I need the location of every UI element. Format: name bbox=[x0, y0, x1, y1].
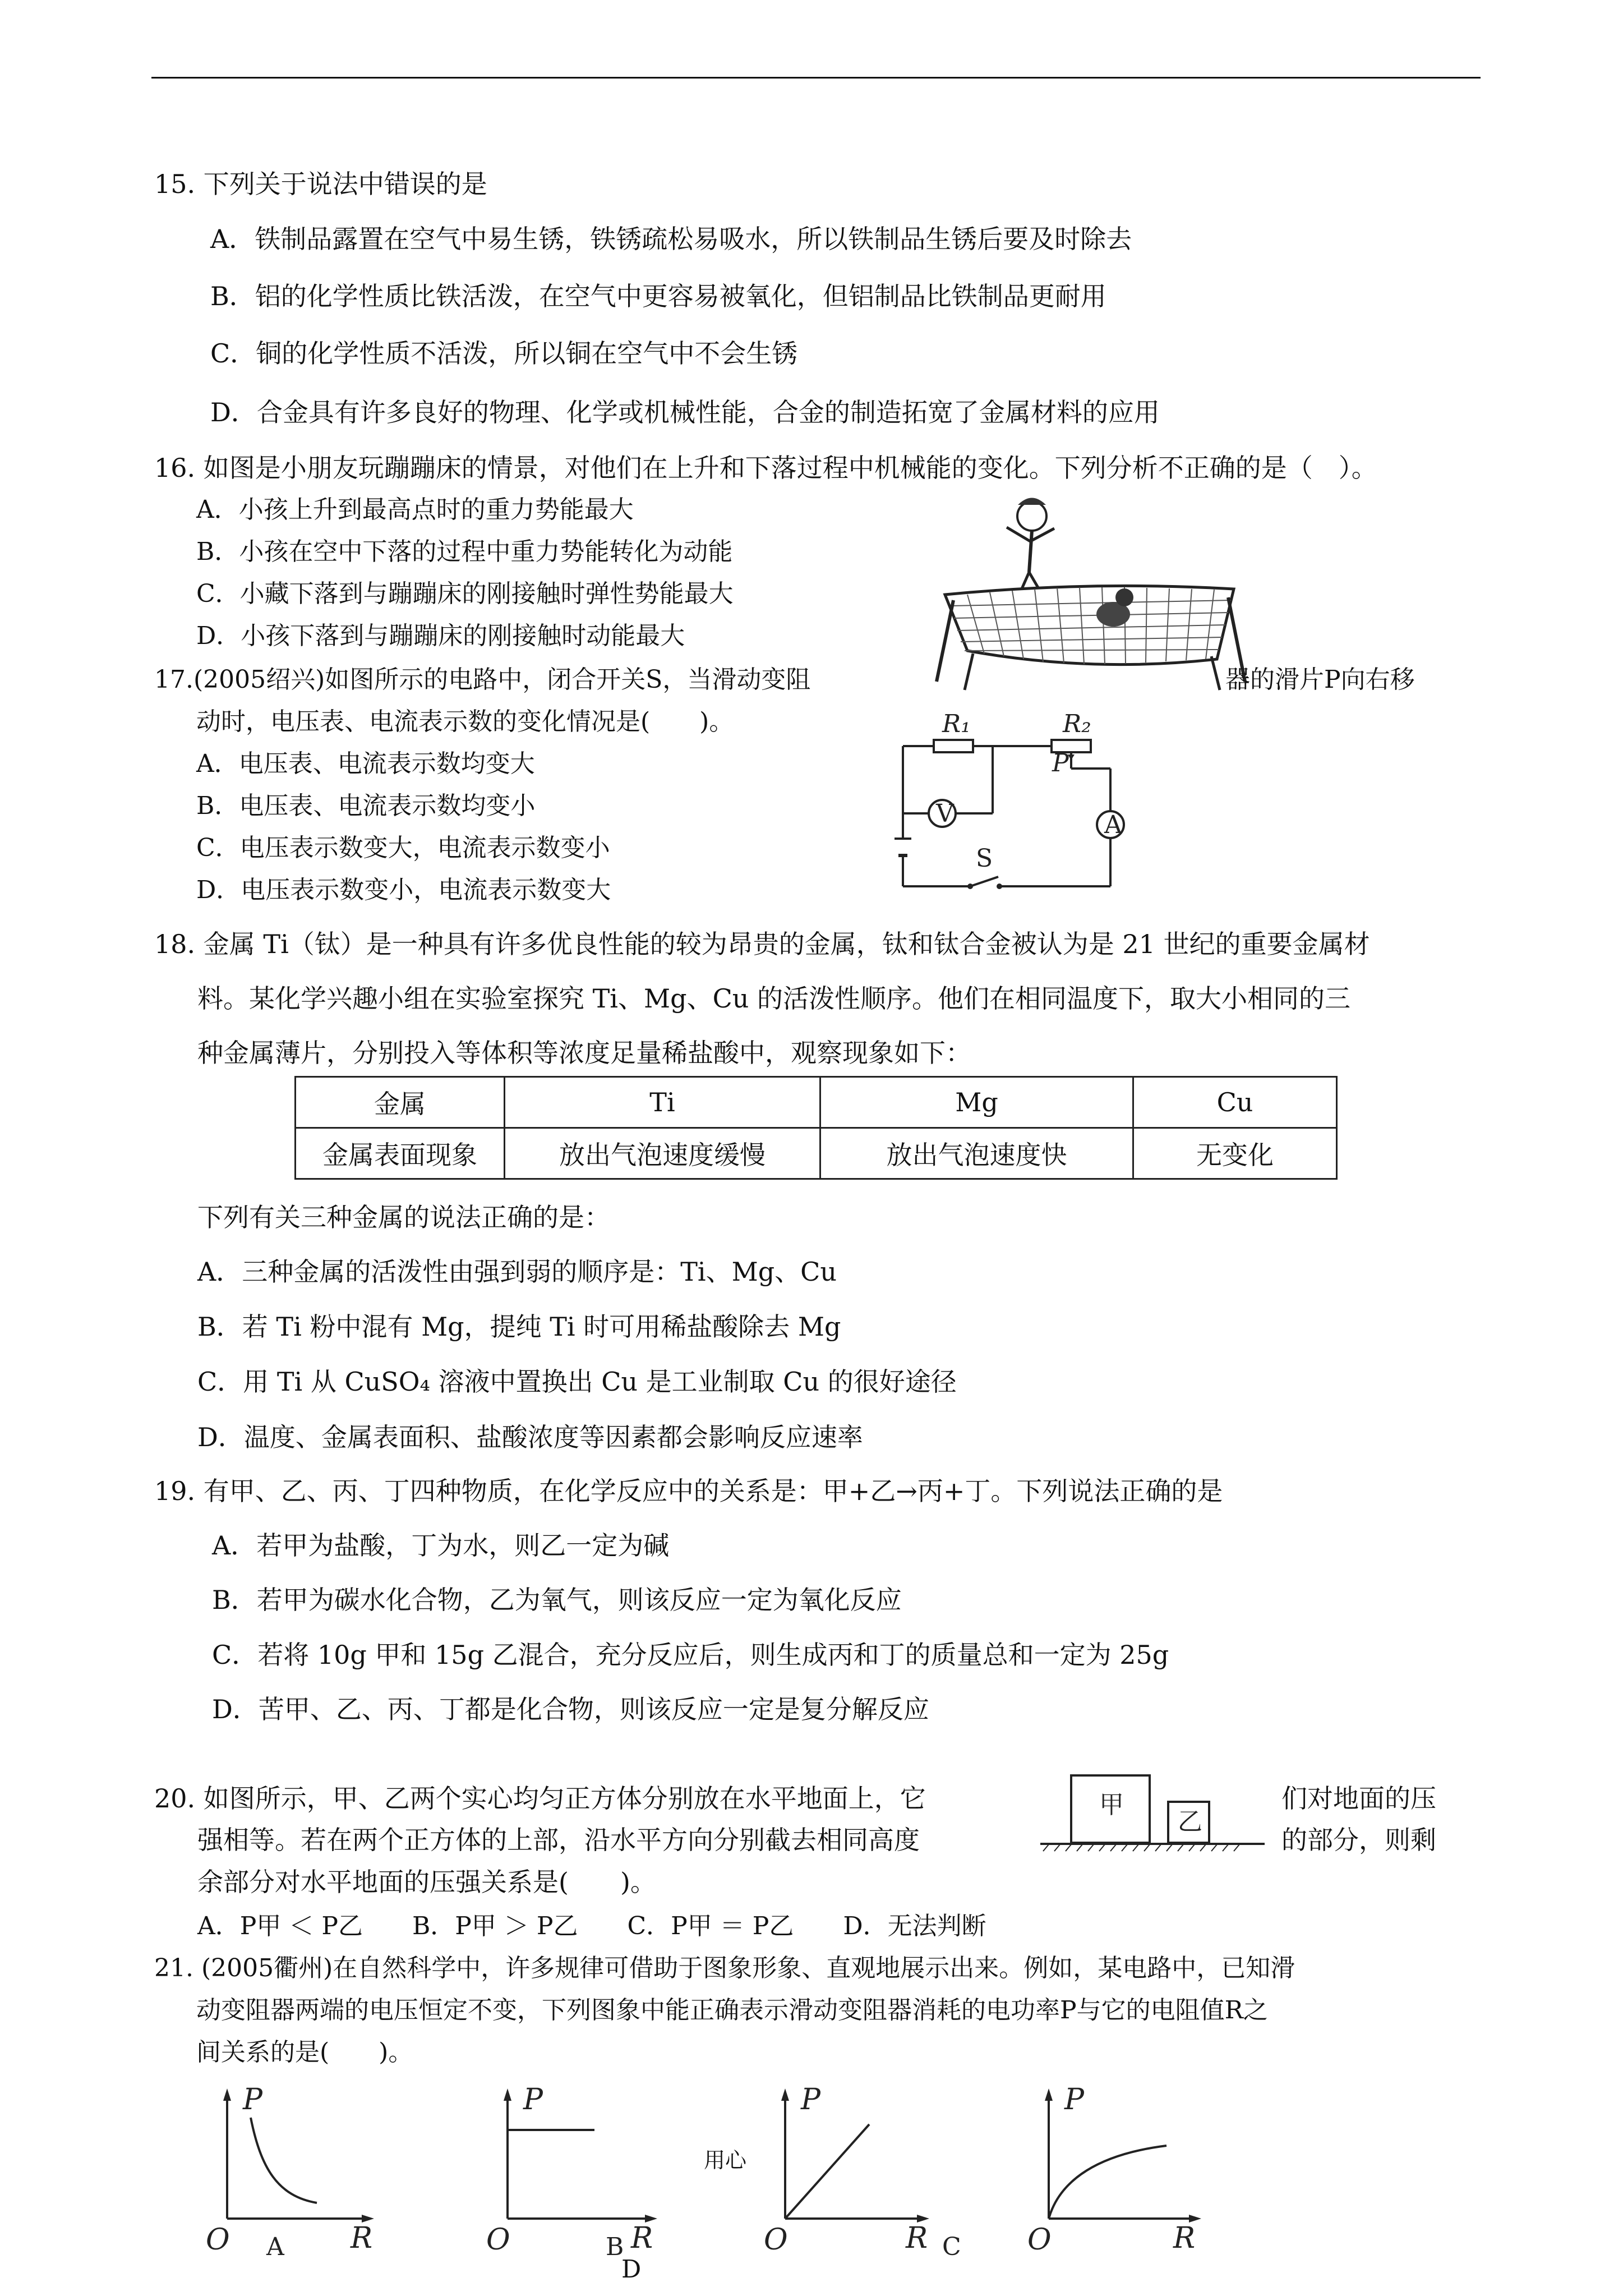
svg-text:O: O bbox=[1027, 2223, 1052, 2257]
q18-option-a: A．三种金属的活泼性由强到弱的顺序是：Ti、Mg、Cu bbox=[197, 1257, 837, 1287]
cubes-figure bbox=[1040, 1773, 1265, 1857]
q20-options: A．P甲 ＜ P乙 B．P甲 ＞ P乙 C．P甲 ＝ P乙 D．无法判断 bbox=[197, 1912, 986, 1940]
table-cell: 无变化 bbox=[1133, 1128, 1337, 1179]
svg-text:R: R bbox=[1173, 2221, 1196, 2255]
q21-line2: 动变阻器两端的电压恒定不变，下列图象中能正确表示滑动变阻器消耗的电功率P与它的电阻值R之 bbox=[196, 1996, 1268, 2024]
q21-line1: 21. (2005衢州)在自然科学中，许多规律可借助于图象形象、直观地展示出来。例如，某电路中，已知滑 bbox=[154, 1954, 1295, 1982]
q20-line3: 余部分对水平地面的压强关系是( )。 bbox=[197, 1867, 656, 1897]
svg-text:R: R bbox=[351, 2221, 373, 2255]
svg-text:乙: 乙 bbox=[1178, 1807, 1202, 1836]
svg-text:C: C bbox=[942, 2233, 961, 2261]
table-row bbox=[296, 1128, 1337, 1179]
q17-option-a: A．电压表、电流表示数均变大 bbox=[196, 749, 535, 778]
svg-text:A: A bbox=[266, 2233, 284, 2261]
svg-text:R₂: R₂ bbox=[1063, 710, 1091, 738]
q21-line3: 间关系的是( )。 bbox=[196, 2038, 413, 2067]
svg-text:V: V bbox=[936, 799, 954, 828]
q15-option-d: D．合金具有许多良好的物理、化学或机械性能，合金的制造拓宽了金属材料的应用 bbox=[210, 397, 1160, 427]
graph-b bbox=[485, 2083, 670, 2261]
q20-line2b: 的部分，则剩 bbox=[1281, 1825, 1436, 1855]
svg-text:A: A bbox=[1104, 811, 1122, 839]
q16-option-b: B．小孩在空中下落的过程中重力势能转化为动能 bbox=[196, 537, 733, 566]
q17-option-c: C．电压表示数变大，电流表示数变小 bbox=[196, 834, 610, 862]
table-cell: Mg bbox=[820, 1077, 1133, 1128]
svg-text:P: P bbox=[523, 2083, 543, 2116]
circuit-diagram bbox=[892, 710, 1127, 900]
q15-option-b: B．铝的化学性质比铁活泼，在空气中更容易被氧化，但铝制品比铁制品更耐用 bbox=[210, 281, 1106, 311]
q20-line1a: 20. 如图所示，甲、乙两个实心均匀正方体分别放在水平地面上，它 bbox=[154, 1783, 926, 1814]
svg-text:R: R bbox=[631, 2221, 653, 2255]
svg-text:R: R bbox=[906, 2221, 928, 2255]
q15-option-c: C．铜的化学性质不活泼，所以铜在空气中不会生锈 bbox=[210, 338, 798, 369]
svg-text:P: P bbox=[801, 2083, 820, 2116]
svg-text:P: P bbox=[1052, 749, 1069, 777]
svg-text:B: B bbox=[606, 2233, 624, 2261]
q15-stem: 15. 下列关于说法中错误的是 bbox=[154, 169, 487, 199]
q16-stem: 16. 如图是小朋友玩蹦蹦床的情景，对他们在上升和下落过程中机械能的变化。下列分析不正确的是（ ）。 bbox=[154, 453, 1377, 483]
q18-option-c: C．用 Ti 从 CuSO₄ 溶液中置换出 Cu 是工业制取 Cu 的很好途径 bbox=[197, 1366, 957, 1397]
metal-reaction-table bbox=[294, 1076, 1338, 1180]
q16-option-a: A．小孩上升到最高点时的重力势能最大 bbox=[196, 495, 634, 524]
table-cell: 放出气泡速度缓慢 bbox=[505, 1128, 820, 1179]
header-rule bbox=[151, 77, 1481, 79]
svg-text:S: S bbox=[976, 844, 993, 873]
graph-d-label: D bbox=[621, 2255, 642, 2284]
q17-stem-c: 动时，电压表、电流表示数的变化情况是( )。 bbox=[196, 707, 734, 736]
svg-text:O: O bbox=[764, 2223, 788, 2257]
graph-c bbox=[763, 2083, 987, 2261]
table-cell: 金属 bbox=[296, 1077, 505, 1128]
svg-text:P: P bbox=[1064, 2083, 1084, 2116]
q18-line2: 料。某化学兴趣小组在实验室探究 Ti、Mg、Cu 的活泼性顺序。他们在相同温度下，取大小相同的三 bbox=[197, 983, 1351, 1014]
graph-a bbox=[205, 2083, 384, 2261]
table-cell: Cu bbox=[1133, 1077, 1337, 1128]
q19-stem: 19. 有甲、乙、丙、丁四种物质，在化学反应中的关系是：甲+乙→丙+丁。下列说法正确的是 bbox=[154, 1476, 1223, 1506]
table-cell: Ti bbox=[505, 1077, 820, 1128]
svg-text:R₁: R₁ bbox=[942, 710, 971, 738]
svg-text:甲: 甲 bbox=[1099, 1791, 1124, 1819]
q18-option-b: B．若 Ti 粉中混有 Mg，提纯 Ti 时可用稀盐酸除去 Mg bbox=[197, 1312, 841, 1342]
q19-option-c: C．若将 10g 甲和 15g 乙混合，充分反应后，则生成丙和丁的质量总和一定为 25g bbox=[212, 1640, 1169, 1670]
q17-stem-b: 器的滑片P向右移 bbox=[1225, 665, 1415, 694]
q17-option-b: B．电压表、电流表示数均变小 bbox=[196, 792, 536, 820]
watermark-text: 用心 bbox=[704, 2148, 747, 2173]
q17-stem-a: 17.(2005绍兴)如图所示的电路中，闭合开关S，当滑动变阻 bbox=[154, 665, 811, 694]
svg-text:O: O bbox=[486, 2223, 510, 2257]
q17-option-d: D．电压表示数变小，电流表示数变大 bbox=[196, 876, 611, 904]
q19-option-a: A．若甲为盐酸，丁为水，则乙一定为碱 bbox=[212, 1530, 670, 1561]
table-cell: 放出气泡速度快 bbox=[820, 1128, 1133, 1179]
q16-option-d: D．小孩下落到与蹦蹦床的刚接触时动能最大 bbox=[196, 622, 685, 650]
q18-option-d: D．温度、金属表面积、盐酸浓度等因素都会影响反应速率 bbox=[197, 1422, 863, 1452]
q15-option-a: A．铁制品露置在空气中易生锈，铁锈疏松易吸水，所以铁制品生锈后要及时除去 bbox=[210, 224, 1132, 254]
table-cell: 金属表面现象 bbox=[296, 1128, 505, 1179]
q20-line2a: 强相等。若在两个正方体的上部，沿水平方向分别截去相同高度 bbox=[197, 1825, 920, 1855]
q18-line3: 种金属薄片，分别投入等体积等浓度足量稀盐酸中，观察现象如下： bbox=[197, 1038, 971, 1068]
svg-text:O: O bbox=[206, 2223, 230, 2257]
q16-option-c: C．小藏下落到与蹦蹦床的刚接触时弹性势能最大 bbox=[196, 579, 734, 608]
q18-prompt: 下列有关三种金属的说法正确的是： bbox=[197, 1202, 610, 1232]
q19-option-d: D．苦甲、乙、丙、丁都是化合物，则该反应一定是复分解反应 bbox=[212, 1694, 929, 1724]
q20-line1b: 们对地面的压 bbox=[1281, 1783, 1436, 1814]
table-row bbox=[296, 1077, 1337, 1128]
r1-resistor bbox=[934, 740, 973, 752]
trampoline-figure bbox=[934, 488, 1248, 696]
svg-text:P: P bbox=[243, 2083, 262, 2116]
graph-d bbox=[1026, 2083, 1217, 2257]
q19-option-b: B．若甲为碳水化合物，乙为氧气，则该反应一定为氧化反应 bbox=[212, 1585, 902, 1615]
q18-line1: 18. 金属 Ti（钛）是一种具有许多优良性能的较为昂贵的金属，钛和钛合金被认为是 21 世纪的重要金属材 bbox=[154, 929, 1370, 959]
